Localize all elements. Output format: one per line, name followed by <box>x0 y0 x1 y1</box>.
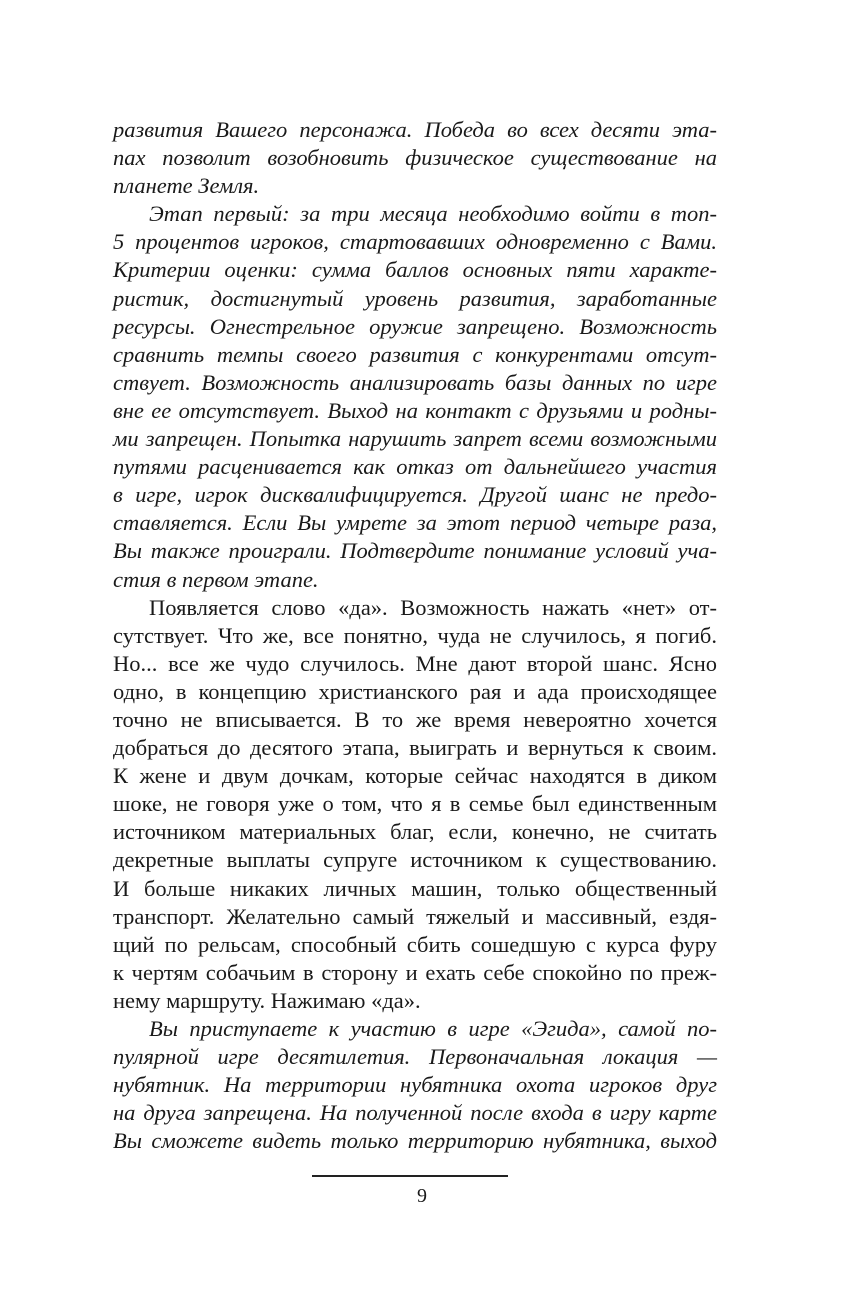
text-line: планете Земля. <box>113 173 260 199</box>
text-line: добраться до десятого этапа, выиграть и вернуться к своим. <box>113 735 717 761</box>
text-line: ристик, достигнутый уровень развития, заработанные <box>113 285 717 311</box>
text-line: шоке, не говоря уже о том, что я в семье был единственным <box>113 791 717 817</box>
page-number: 9 <box>417 1185 427 1207</box>
text-line: в игре, игрок дисквалифицируется. Другой шанс не предо- <box>113 482 717 508</box>
text-line: сутствует. Что же, все понятно, чуда не случилось, я погиб. <box>113 622 717 648</box>
paragraph <box>113 594 717 1015</box>
page-text <box>113 116 717 1155</box>
text-line: точно не вписывается. В то же время невероятно хочется <box>113 706 717 732</box>
paragraph <box>113 1015 717 1155</box>
text-line: пулярной игре десятилетия. Первоначальная локация — <box>113 1044 717 1070</box>
text-line: ресурсы. Огнестрельное оружие запрещено. Возможность <box>113 313 717 339</box>
text-line: Появляется слово «да». Возможность нажать «нет» от- <box>149 594 717 620</box>
text-line: Этап первый: за три месяца необходимо войти в топ- <box>149 201 717 227</box>
text-line: нубятник. На территории нубятника охота игроков друг <box>113 1072 717 1098</box>
text-line: стия в первом этапе. <box>113 566 319 592</box>
text-line: сравнить темпы своего развития с конкурентами отсут- <box>113 341 717 367</box>
text-line: К жене и двум дочкам, которые сейчас находятся в диком <box>113 763 717 789</box>
text-line: развития Вашего персонажа. Победа во всех десяти эта- <box>113 117 717 142</box>
text-line: источником материальных благ, если, конечно, не считать <box>113 819 717 845</box>
text-line: Вы также проиграли. Подтвердите понимание условий уча- <box>113 538 717 564</box>
text-line: на друга запрещена. На полученной после входа в игру карте <box>113 1100 717 1126</box>
footer-rule <box>312 1175 508 1177</box>
text-line: ми запрещен. Попытка нарушить запрет всеми возможными <box>113 426 717 452</box>
text-line: путями расценивается как отказ от дальнейшего участия <box>113 454 717 480</box>
text-line: Вы приступаете к участию в игре «Эгида», самой по- <box>149 1016 717 1041</box>
text-line: пах позволит возобновить физическое существование на <box>113 145 717 171</box>
text-line: 5 процентов игроков, стартовавших одновременно с Вами. <box>113 229 717 255</box>
text-line: И больше никаких личных машин, только общественный <box>113 875 717 901</box>
text-line: Критерии оценки: сумма баллов основных пяти характе- <box>113 257 717 283</box>
paragraph <box>113 200 717 593</box>
text-line: вне ее отсутствует. Выход на контакт с друзьями и родны- <box>113 397 717 423</box>
text-line: одно, в концепцию христианского рая и ада происходящее <box>113 678 717 704</box>
text-line: Вы сможете видеть только территорию нубятника, выход <box>113 1128 717 1154</box>
text-line: к чертям собачьим в сторону и ехать себе спокойно по преж- <box>113 959 717 985</box>
text-line: декретные выплаты супруге источником к существованию. <box>113 847 717 873</box>
text-line: ставляется. Если Вы умрете за этот период четыре раза, <box>113 510 717 536</box>
text-line: Но... все же чудо случилось. Мне дают второй шанс. Ясно <box>113 650 717 676</box>
text-line: щий по рельсам, способный сбить сошедшую с курса фуру <box>113 931 717 957</box>
text-line: ствует. Возможность анализировать базы данных по игре <box>113 369 717 395</box>
text-line: транспорт. Желательно самый тяжелый и массивный, ездя- <box>113 903 717 929</box>
paragraph <box>113 116 717 200</box>
text-line: нему маршруту. Нажимаю «да». <box>113 987 421 1013</box>
